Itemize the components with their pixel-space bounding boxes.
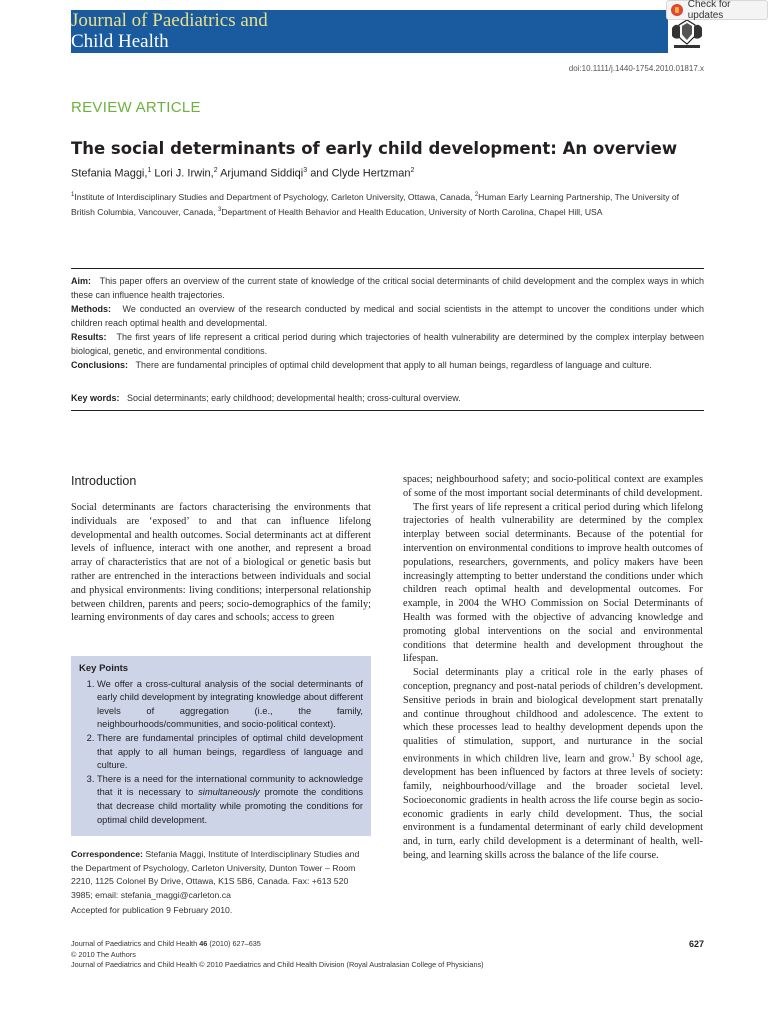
intro-paragraph: spaces; neighbourhood safety; and socio-political context are examples of some of the most important social determinants of child development. <box>403 474 703 499</box>
citation-ref[interactable]: 1 <box>631 751 635 759</box>
affiliation-3: Department of Health Behavior and Health Education, University of North Carolina, Chapel Hill, USA <box>221 206 603 217</box>
key-points-box <box>71 656 371 836</box>
key-point-item: 1. We offer a cross-cultural analysis of the social determinants of early child development by integrating knowledge about different levels of aggregation (i.e., the family, neighbourhoods/communities, and socio-political context). <box>97 678 363 732</box>
key-points-list <box>79 678 363 828</box>
journal-name-line2: Child Health <box>71 31 169 52</box>
page-footer <box>71 939 484 971</box>
correspondence-label: Correspondence: <box>71 849 143 859</box>
author-affiliation-ref: 2 <box>213 167 218 174</box>
abstract-methods: Methods: We conducted an overview of the research conducted by medical and social scientists in the attempt to uncover the conditions under which children reach optimal health and developmental. <box>71 304 704 328</box>
author-name: and Clyde Hertzman <box>310 167 411 180</box>
journal-name-line1: Journal of Paediatrics and <box>71 10 268 31</box>
abstract-aim: Aim: This paper offers an overview of the current state of knowledge of the critical social determinants of child development and the complex ways in which these can influence health trajectories. <box>71 276 704 300</box>
footer-publisher: Journal of Paediatrics and Child Health © 2010 Paediatrics and Child Health Division (Royal Australasian College of Physicians) <box>71 960 484 969</box>
author-name: Stefania Maggi, <box>71 167 148 180</box>
keywords <box>71 393 461 403</box>
key-points-title: Key Points <box>79 663 129 674</box>
abstract-results: Results: The first years of life represent a critical period during which trajectories of health vulnerability are determined by the complex interplay between biological, genetic, and environmental conditions. <box>71 332 704 356</box>
intro-paragraph: Social determinants are factors characterising the environments that individuals are ‘exposed’ to and that can influence lifelong developmental and health outcomes. Social determinants act at different levels of influence, interact with one another, and represent a broad array of characteristics that are not of a biological or genetic basis but rather are entrenched in the interactions between individuals and social and physical environments: living conditions; interpersonal relationship between children, parents and peers; socio-demographics of the family; learning environments of day cares and schools; access to green <box>71 502 371 624</box>
keywords-text: Social determinants; early childhood; developmental health; cross-cultural overview. <box>127 393 461 403</box>
footer-copyright: © 2010 The Authors <box>71 949 136 959</box>
author-list <box>71 167 414 180</box>
correspondence <box>71 848 371 902</box>
abstract <box>71 274 704 372</box>
author-name: Lori J. Irwin, <box>154 167 214 180</box>
affiliations: $^1$Institute of Interdisciplinary Studies and Department of Psychology, Carleton University, Ottawa, Canada, $^2$Human Early Learning Partnership, The University of British Columbia, Vancouver, Canada, $^3$Department of Health Behavior and Health Education, University of North Carolina, Chapel Hill, USA <box>71 191 680 217</box>
crossmark-icon <box>671 4 683 16</box>
author-name: Arjumand Siddiqi <box>220 167 304 180</box>
doi[interactable]: doi:10.1111/j.1440-1754.2010.01817.x <box>568 64 704 73</box>
article-title: The social determinants of early child development: An overview <box>71 139 678 158</box>
author-affiliation-ref: 1 <box>147 167 152 174</box>
left-column <box>71 501 371 625</box>
abstract-conclusions: Conclusions: There are fundamental principles of optimal child development that apply to all human beings, regardless of language and culture. <box>71 360 652 370</box>
key-point-item: 2. There are fundamental principles of optimal child development that apply to all human beings, regardless of language and culture. <box>97 732 363 773</box>
right-column <box>403 473 703 863</box>
intro-paragraph: The first years of life represent a critical period during which lifelong trajectories of health vulnerability are determined by the complex interplay between social determinants. Because of the potential for intervention on environmental conditions to improve health outcomes of populations, researchers, governments, and policy makers have been increasingly attempting to better understand the conditions under which children reach optimal health and developmental outcomes. For example, in 2004 the WHO Commission on Social Determinants of Health was formed with the objective of advancing knowledge and promoting global interventions on the social and environmental conditions that determine health and development throughout the lifespan. <box>403 501 703 665</box>
affiliation-1: Institute of Interdisciplinary Studies and Department of Psychology, Carleton University, Ottawa, Canada, <box>74 191 475 202</box>
page-number: 627 <box>688 939 704 949</box>
keywords-label: Key words: <box>71 393 120 403</box>
check-for-updates-label: Check for updates <box>687 0 731 21</box>
affiliation-2: Human Early Learning Partnership, The University of British Columbia, Vancouver, Canada, <box>71 191 680 217</box>
footer-citation: Journal of Paediatrics and Child Health 46 (2010) 627–635 <box>71 939 261 948</box>
correspondence-text: Stefania Maggi, Institute of Interdisciplinary Studies and the Department of Psychology, Carleton University, Dunton Tower – Room 2210, 1125 Colonel By Drive, Ottawa, K1S 5B6, Canada. Fax: +613 520 3985; email: stefania_maggi@carleton.ca <box>71 849 360 900</box>
intro-paragraph: Social determinants play a critical role in the early phases of conception, pregnancy and post-natal periods of children’s development. Sensitive periods in brain and biological development start prenatally and continue throughout childhood and adolescence. The extent to which these processes lead to healthy development depends upon the qualities of stimulation, support, and nurturance in the social environments in which children live, learn and grow.$^1$ By school age, development has been influenced by factors at three levels of society: family, neighbourhood/village and the broader societal level. Socioeconomic gradients in health across the life course begin as socio-economic gradients in early child development. Thus, the social environment is a fundamental determinant of early child development and, in turn, early child development is a determinant of health, well-being, and learning skills across the balance of the life course. <box>403 667 703 861</box>
accepted-date: Accepted for publication 9 February 2010. <box>71 905 233 915</box>
abstract-bottom-rule <box>71 410 704 411</box>
author-affiliation-ref: 3 <box>303 167 308 174</box>
author-affiliation-ref: 2 <box>410 167 415 174</box>
article-type: REVIEW ARTICLE <box>71 99 201 116</box>
journal-banner <box>71 10 668 53</box>
abstract-top-rule <box>71 268 704 269</box>
key-point-item: 3. There is a need for the international community to acknowledge that it is necessary to simultaneously promote the conditions that decrease child mortality while promoting the conditions for optimal child development. <box>97 773 363 827</box>
section-heading-introduction: Introduction <box>71 474 137 488</box>
check-for-updates-button[interactable] <box>666 0 768 20</box>
